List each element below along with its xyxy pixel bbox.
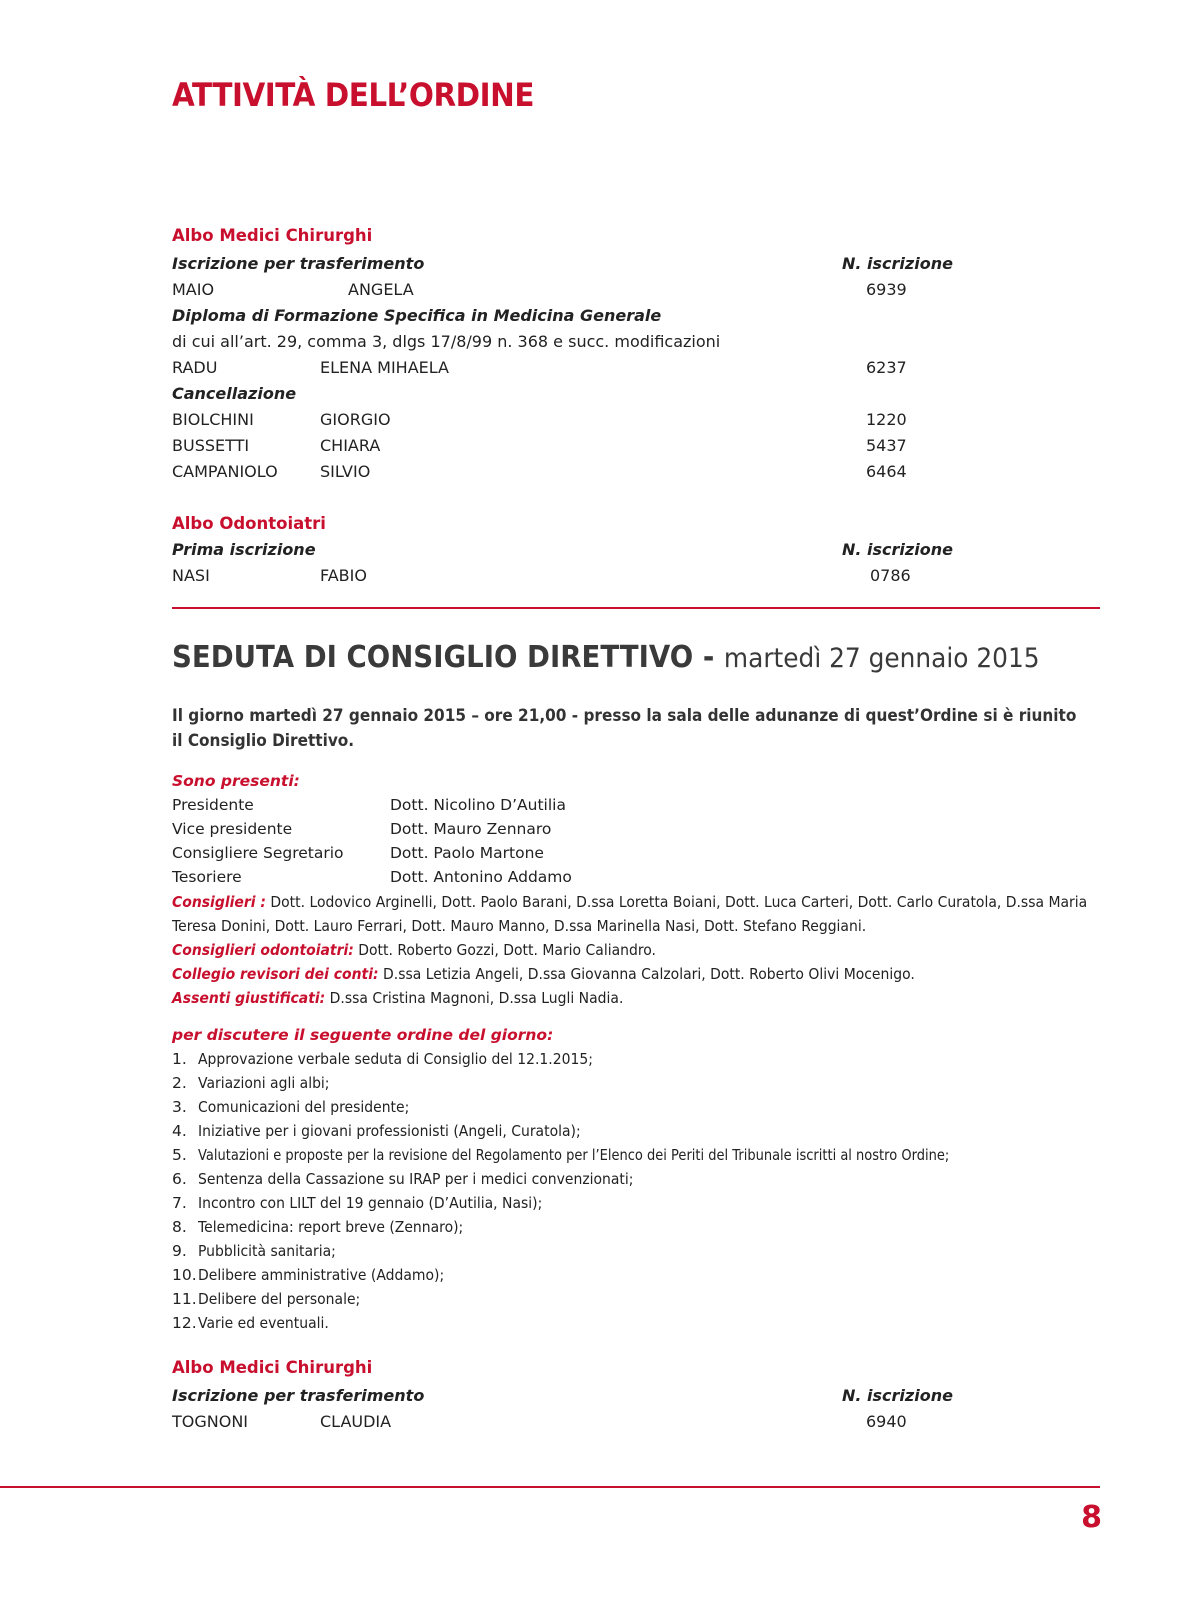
record-number: 1220	[866, 410, 907, 429]
agenda-number: 12.	[172, 1314, 197, 1332]
record-surname: NASI	[172, 566, 210, 585]
agenda-number: 7.	[172, 1194, 187, 1212]
seduta-title: SEDUTA DI CONSIGLIO DIRETTIVO	[172, 640, 694, 675]
seduta-intro: Il giorno martedì 27 gennaio 2015 – ore 21,00 - presso la sala delle adunanze di quest’Ordine si è riunito il Consiglio Direttivo.	[172, 706, 1077, 751]
seduta-heading	[172, 640, 1040, 675]
agenda-item: Pubblicità sanitaria;	[198, 1242, 336, 1260]
agenda-number: 9.	[172, 1242, 187, 1260]
page-number: 8	[1081, 1500, 1102, 1535]
subheading-diploma: Diploma di Formazione Specifica in Medicina Generale	[172, 306, 662, 325]
odontoiatri-label: Consiglieri odontoiatri:	[172, 941, 354, 959]
agenda-number: 11.	[172, 1290, 197, 1308]
agenda-number: 8.	[172, 1218, 187, 1236]
revisori-paragraph	[172, 962, 1090, 986]
agenda-number: 3.	[172, 1098, 187, 1116]
record-surname: MAIO	[172, 280, 215, 299]
odg-label: per discutere il seguente ordine del giorno:	[172, 1026, 554, 1044]
record-number: 6237	[866, 358, 907, 377]
agenda-number: 4.	[172, 1122, 187, 1140]
record-name: GIORGIO	[320, 410, 391, 429]
subheading-cancellazione: Cancellazione	[172, 384, 297, 403]
record-number: 0786	[870, 566, 911, 585]
section-divider	[172, 607, 1100, 609]
agenda-number: 5.	[172, 1146, 187, 1164]
role-label: Vice presidente	[172, 820, 293, 838]
record-surname: CAMPANIOLO	[172, 462, 278, 481]
odontoiatri-paragraph	[172, 938, 1090, 962]
agenda-number: 1.	[172, 1050, 187, 1068]
revisori-text: D.ssa Letizia Angeli, D.ssa Giovanna Calzolari, Dott. Roberto Olivi Mocenigo.	[378, 965, 915, 983]
consiglieri-text: Dott. Lodovico Arginelli, Dott. Paolo Barani, D.ssa Loretta Boiani, Dott. Luca Carteri, Dott. Carlo Curatola, D.ssa Maria Teresa Donini, Dott. Lauro Ferrari, Dott. Mauro Manno, D.ssa Marinella Nasi, Dott. Stefano Reggiani.	[172, 893, 1088, 935]
record-surname: BUSSETTI	[172, 436, 250, 455]
record-number: 6940	[866, 1412, 907, 1431]
record-name: ANGELA	[348, 280, 414, 299]
record-name: FABIO	[320, 566, 367, 585]
subheading-iscrizione-trasferimento: Iscrizione per trasferimento	[172, 254, 425, 273]
record-name: CHIARA	[320, 436, 381, 455]
page-title: ATTIVITÀ DELL’ORDINE	[172, 76, 534, 114]
agenda-item: Valutazioni e proposte per la revisione del Regolamento per l’Elenco dei Periti del Tribunale iscritti al nostro Ordine;	[198, 1146, 950, 1164]
agenda-number: 10.	[172, 1266, 197, 1284]
agenda-number: 2.	[172, 1074, 187, 1092]
section-heading-albo-medici: Albo Medici Chirurghi	[172, 1358, 373, 1377]
agenda-item: Varie ed eventuali.	[198, 1314, 329, 1332]
column-header-n-iscrizione: N. iscrizione	[842, 254, 953, 273]
role-label: Consigliere Segretario	[172, 844, 344, 862]
record-name: CLAUDIA	[320, 1412, 392, 1431]
consiglieri-paragraph	[172, 890, 1090, 938]
record-name: ELENA MIHAELA	[320, 358, 449, 377]
seduta-date: martedì 27 gennaio 2015	[723, 643, 1040, 674]
record-name: SILVIO	[320, 462, 371, 481]
footer-divider	[0, 1486, 1100, 1488]
record-surname: RADU	[172, 358, 218, 377]
agenda-item: Telemedicina: report breve (Zennaro);	[198, 1218, 464, 1236]
subheading-prima-iscrizione: Prima iscrizione	[172, 540, 316, 559]
role-person: Dott. Mauro Zennaro	[390, 820, 552, 838]
agenda-item: Delibere amministrative (Addamo);	[198, 1266, 445, 1284]
column-header-n-iscrizione: N. iscrizione	[842, 540, 953, 559]
record-number: 6464	[866, 462, 907, 481]
role-person: Dott. Paolo Martone	[390, 844, 544, 862]
seduta-dash: -	[693, 640, 724, 675]
agenda-item: Sentenza della Cassazione su IRAP per i medici convenzionati;	[198, 1170, 634, 1188]
column-header-n-iscrizione: N. iscrizione	[842, 1386, 953, 1405]
agenda-item: Incontro con LILT del 19 gennaio (D’Autilia, Nasi);	[198, 1194, 543, 1212]
role-person: Dott. Antonino Addamo	[390, 868, 572, 886]
subheading-iscrizione-trasferimento: Iscrizione per trasferimento	[172, 1386, 425, 1405]
presenti-label: Sono presenti:	[172, 772, 300, 790]
agenda-item: Approvazione verbale seduta di Consiglio del 12.1.2015;	[198, 1050, 593, 1068]
agenda-item: Delibere del personale;	[198, 1290, 361, 1308]
agenda-number: 6.	[172, 1170, 187, 1188]
assenti-paragraph	[172, 986, 1090, 1010]
role-label: Tesoriere	[172, 868, 242, 886]
agenda-item: Iniziative per i giovani professionisti (Angeli, Curatola);	[198, 1122, 581, 1140]
revisori-label: Collegio revisori dei conti:	[172, 965, 379, 983]
role-label: Presidente	[172, 796, 254, 814]
record-number: 6939	[866, 280, 907, 299]
section-heading-albo-medici: Albo Medici Chirurghi	[172, 226, 373, 245]
agenda-item: Comunicazioni del presidente;	[198, 1098, 410, 1116]
section-heading-albo-odontoiatri: Albo Odontoiatri	[172, 514, 326, 533]
record-surname: TOGNONI	[172, 1412, 249, 1431]
record-number: 5437	[866, 436, 907, 455]
assenti-text: D.ssa Cristina Magnoni, D.ssa Lugli Nadia.	[325, 989, 624, 1007]
record-surname: BIOLCHINI	[172, 410, 254, 429]
odontoiatri-text: Dott. Roberto Gozzi, Dott. Mario Caliandro.	[353, 941, 656, 959]
assenti-label: Assenti giustificati:	[172, 989, 326, 1007]
role-person: Dott. Nicolino D’Autilia	[390, 796, 566, 814]
agenda-item: Variazioni agli albi;	[198, 1074, 330, 1092]
diploma-note: di cui all’art. 29, comma 3, dlgs 17/8/99 n. 368 e succ. modificazioni	[172, 332, 721, 351]
consiglieri-label: Consiglieri :	[172, 893, 266, 911]
